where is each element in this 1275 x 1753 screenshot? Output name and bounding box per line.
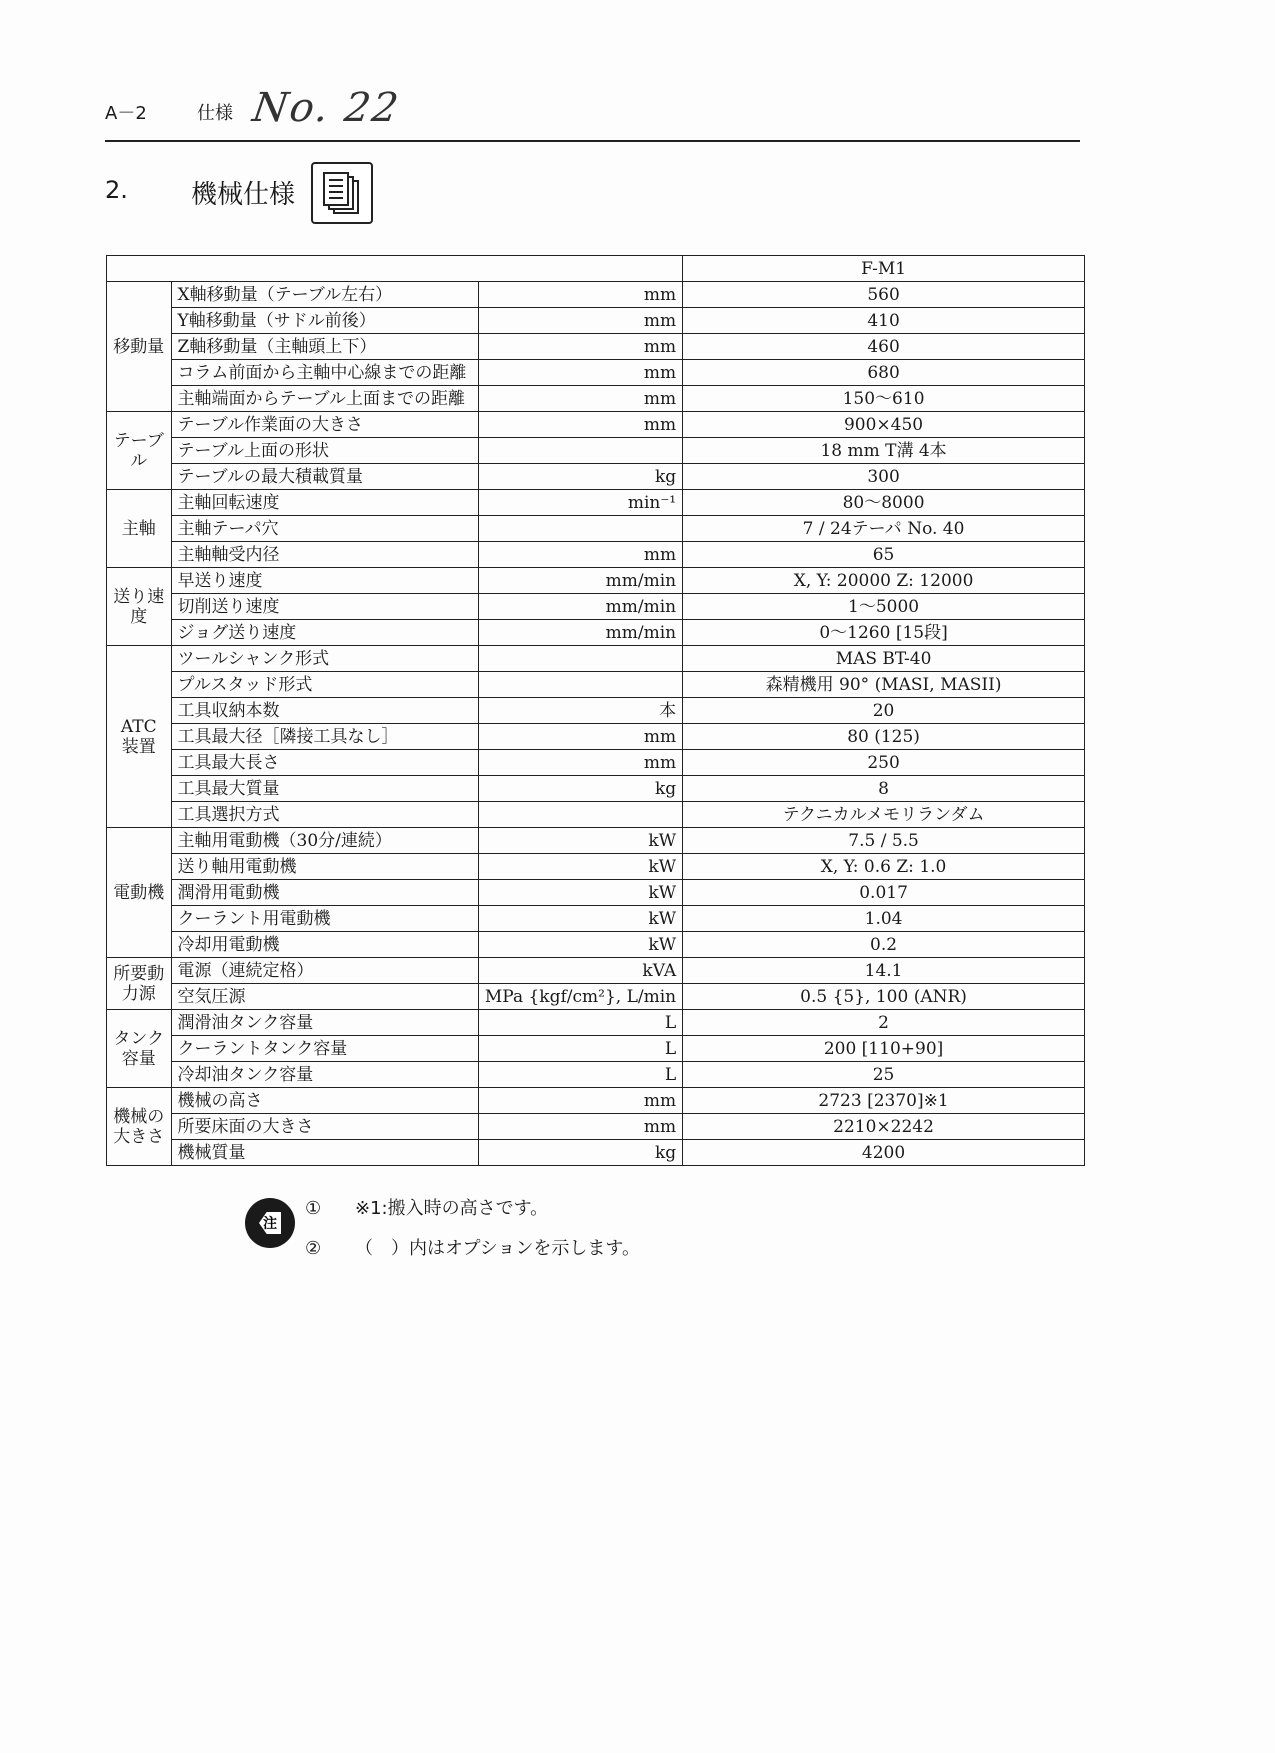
table-row (107, 724, 1085, 750)
unit-cell: kW (478, 854, 682, 880)
table-row (107, 1114, 1085, 1140)
unit-cell: mm/min (478, 620, 682, 646)
item-cell: ツールシャンク形式 (171, 646, 478, 672)
table-row (107, 412, 1085, 438)
page-label: 仕様 (197, 103, 233, 124)
handwritten-note: No. 22 (249, 85, 403, 131)
unit-cell: min⁻¹ (478, 490, 682, 516)
note-text: （ ）内はオプションを示します。 (355, 1238, 640, 1259)
unit-cell: kVA (478, 958, 682, 984)
unit-cell: mm (478, 1114, 682, 1140)
table-row (107, 646, 1085, 672)
value-cell: X, Y: 0.6 Z: 1.0 (683, 854, 1085, 880)
table-row (107, 464, 1085, 490)
category-cell: 電動機 (107, 828, 172, 958)
note-item (305, 1194, 548, 1220)
value-cell: 2210×2242 (683, 1114, 1085, 1140)
table-row (107, 542, 1085, 568)
table-row (107, 334, 1085, 360)
unit-cell (478, 646, 682, 672)
header-blank-cell (107, 256, 683, 282)
table-row (107, 828, 1085, 854)
note-icon (245, 1198, 295, 1248)
value-cell: 0～1260 [15段] (683, 620, 1085, 646)
table-row (107, 1062, 1085, 1088)
item-cell: 冷却用電動機 (171, 932, 478, 958)
item-cell: プルスタッド形式 (171, 672, 478, 698)
category-cell: 主軸 (107, 490, 172, 568)
item-cell: 工具最大径［隣接工具なし］ (171, 724, 478, 750)
unit-cell (478, 672, 682, 698)
unit-cell (478, 516, 682, 542)
value-cell: 560 (683, 282, 1085, 308)
unit-cell: mm (478, 750, 682, 776)
unit-cell: 本 (478, 698, 682, 724)
note-number: ① (305, 1198, 322, 1219)
item-cell: X軸移動量（テーブル左右） (171, 282, 478, 308)
table-row (107, 880, 1085, 906)
item-cell: クーラントタンク容量 (171, 1036, 478, 1062)
table-row (107, 490, 1085, 516)
unit-cell: kW (478, 828, 682, 854)
item-cell: 早送り速度 (171, 568, 478, 594)
unit-cell: mm (478, 542, 682, 568)
item-cell: 送り軸用電動機 (171, 854, 478, 880)
value-cell: 1～5000 (683, 594, 1085, 620)
value-cell: 900×450 (683, 412, 1085, 438)
item-cell: 潤滑用電動機 (171, 880, 478, 906)
page-header (105, 85, 1080, 142)
model-header: F-M1 (683, 256, 1085, 282)
item-cell: 主軸軸受内径 (171, 542, 478, 568)
page-code: A－2 (105, 103, 147, 124)
item-cell: 機械の高さ (171, 1088, 478, 1114)
item-cell: 潤滑油タンク容量 (171, 1010, 478, 1036)
section-heading (105, 162, 505, 224)
item-cell: 空気圧源 (171, 984, 478, 1010)
unit-cell: mm (478, 308, 682, 334)
table-row (107, 1140, 1085, 1166)
unit-cell: mm (478, 386, 682, 412)
table-row (107, 932, 1085, 958)
value-cell: 0.017 (683, 880, 1085, 906)
value-cell: 7.5 / 5.5 (683, 828, 1085, 854)
item-cell: 主軸回転速度 (171, 490, 478, 516)
value-cell: 1.04 (683, 906, 1085, 932)
table-row (107, 1088, 1085, 1114)
unit-cell: L (478, 1010, 682, 1036)
section-number: 2. (105, 176, 128, 204)
item-cell: 切削送り速度 (171, 594, 478, 620)
table-row (107, 698, 1085, 724)
unit-cell: kW (478, 880, 682, 906)
item-cell: 冷却油タンク容量 (171, 1062, 478, 1088)
item-cell: 主軸端面からテーブル上面までの距離 (171, 386, 478, 412)
value-cell: 7 / 24テーパ No. 40 (683, 516, 1085, 542)
item-cell: 工具収納本数 (171, 698, 478, 724)
table-row (107, 282, 1085, 308)
unit-cell: mm/min (478, 594, 682, 620)
unit-cell: mm (478, 360, 682, 386)
table-row (107, 386, 1085, 412)
unit-cell: MPa {kgf/cm²}, L/min (478, 984, 682, 1010)
table-row (107, 438, 1085, 464)
unit-cell: mm (478, 412, 682, 438)
table-row (107, 568, 1085, 594)
value-cell: 14.1 (683, 958, 1085, 984)
table-row (107, 620, 1085, 646)
item-cell: 工具最大質量 (171, 776, 478, 802)
value-cell: 0.5 {5}, 100 (ANR) (683, 984, 1085, 1010)
table-row (107, 672, 1085, 698)
value-cell: 2723 [2370]※1 (683, 1088, 1085, 1114)
unit-cell: kg (478, 464, 682, 490)
table-row (107, 1036, 1085, 1062)
category-cell: 所要動力源 (107, 958, 172, 1010)
value-cell: 80 (125) (683, 724, 1085, 750)
table-header-row (107, 256, 1085, 282)
unit-cell: L (478, 1036, 682, 1062)
value-cell: 80～8000 (683, 490, 1085, 516)
value-cell: 680 (683, 360, 1085, 386)
note-number: ② (305, 1238, 322, 1259)
unit-cell (478, 438, 682, 464)
value-cell: 0.2 (683, 932, 1085, 958)
document-stack-icon (311, 162, 373, 224)
item-cell: テーブル作業面の大きさ (171, 412, 478, 438)
table-row (107, 1010, 1085, 1036)
table-row (107, 802, 1085, 828)
value-cell: MAS BT-40 (683, 646, 1085, 672)
item-cell: 電源（連続定格） (171, 958, 478, 984)
category-cell: 送り速度 (107, 568, 172, 646)
value-cell: テクニカルメモリランダム (683, 802, 1085, 828)
table-row (107, 308, 1085, 334)
unit-cell: mm/min (478, 568, 682, 594)
item-cell: テーブル上面の形状 (171, 438, 478, 464)
unit-cell: L (478, 1062, 682, 1088)
unit-cell: mm (478, 334, 682, 360)
value-cell: 150～610 (683, 386, 1085, 412)
item-cell: クーラント用電動機 (171, 906, 478, 932)
value-cell: 300 (683, 464, 1085, 490)
note-text: ※1:搬入時の高さです。 (355, 1198, 549, 1219)
table-row (107, 750, 1085, 776)
note-item (305, 1234, 640, 1260)
category-cell: テーブル (107, 412, 172, 490)
item-cell: テーブルの最大積載質量 (171, 464, 478, 490)
value-cell: 65 (683, 542, 1085, 568)
unit-cell: kg (478, 776, 682, 802)
category-cell: ATC装置 (107, 646, 172, 828)
item-cell: 主軸用電動機（30分/連続） (171, 828, 478, 854)
table-row (107, 958, 1085, 984)
item-cell: コラム前面から主軸中心線までの距離 (171, 360, 478, 386)
unit-cell: mm (478, 724, 682, 750)
value-cell: 410 (683, 308, 1085, 334)
category-cell: タンク容量 (107, 1010, 172, 1088)
value-cell: 2 (683, 1010, 1085, 1036)
unit-cell: kW (478, 932, 682, 958)
table-row (107, 594, 1085, 620)
item-cell: 工具最大長さ (171, 750, 478, 776)
category-cell: 機械の大きさ (107, 1088, 172, 1166)
value-cell: 250 (683, 750, 1085, 776)
value-cell: 8 (683, 776, 1085, 802)
table-row (107, 360, 1085, 386)
value-cell: X, Y: 20000 Z: 12000 (683, 568, 1085, 594)
item-cell: 機械質量 (171, 1140, 478, 1166)
unit-cell: mm (478, 1088, 682, 1114)
value-cell: 20 (683, 698, 1085, 724)
notes (245, 1190, 945, 1270)
unit-cell: mm (478, 282, 682, 308)
table-row (107, 776, 1085, 802)
item-cell: Z軸移動量（主軸頭上下） (171, 334, 478, 360)
table-row (107, 906, 1085, 932)
value-cell: 460 (683, 334, 1085, 360)
unit-cell (478, 802, 682, 828)
category-cell: 移動量 (107, 282, 172, 412)
unit-cell: kW (478, 906, 682, 932)
spec-table (106, 255, 1085, 1166)
value-cell: 25 (683, 1062, 1085, 1088)
value-cell: 200 [110+90] (683, 1036, 1085, 1062)
value-cell: 森精機用 90° (MASI, MASII) (683, 672, 1085, 698)
note-icon-label: 注 (263, 1216, 277, 1232)
item-cell: Y軸移動量（サドル前後） (171, 308, 478, 334)
value-cell: 4200 (683, 1140, 1085, 1166)
unit-cell: kg (478, 1140, 682, 1166)
item-cell: 主軸テーパ穴 (171, 516, 478, 542)
value-cell: 18 mm T溝 4本 (683, 438, 1085, 464)
table-row (107, 984, 1085, 1010)
table-row (107, 854, 1085, 880)
item-cell: 工具選択方式 (171, 802, 478, 828)
item-cell: 所要床面の大きさ (171, 1114, 478, 1140)
item-cell: ジョグ送り速度 (171, 620, 478, 646)
table-row (107, 516, 1085, 542)
section-title: 機械仕様 (191, 180, 296, 210)
